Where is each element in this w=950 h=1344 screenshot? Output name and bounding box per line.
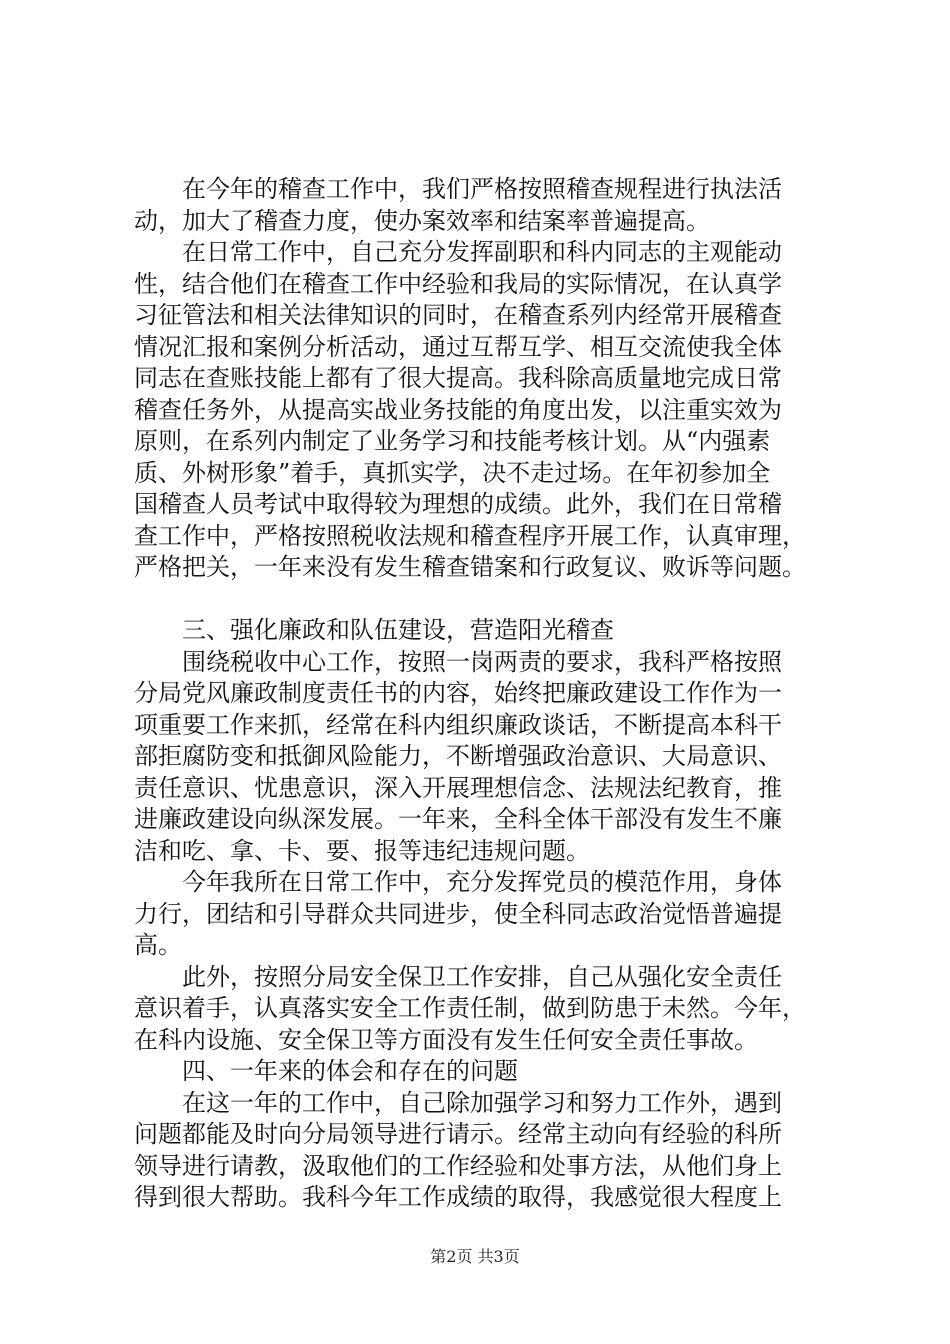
page-footer: 第2页 共3页 <box>430 1247 520 1266</box>
paragraph-line: 项重要工作来抓，经常在科内组织廉政谈话，不断提高本科干 <box>134 710 782 739</box>
paragraph-line: 在今年的稽查工作中，我们严格按照稽查规程进行执法活 <box>182 175 782 203</box>
paragraph-line: 性，结合他们在稽查工作中经验和我局的实际情况，在认真学 <box>134 269 782 298</box>
paragraph-line: 质、外树形象”着手，真抓实学，决不走过场。在年初参加全 <box>134 458 771 487</box>
paragraph-line: 原则，在系列内制定了业务学习和技能考核计划。从“内强素 <box>134 427 771 455</box>
document-body <box>134 174 834 1214</box>
paragraph-line: 在科内设施、安全保卫等方面没有发生任何安全责任事故。 <box>134 1025 758 1054</box>
paragraph-line: 在这一年的工作中，自己除加强学习和努力工作外，遇到 <box>182 1088 782 1117</box>
paragraph-line: 责任意识、忧患意识，深入开展理想信念、法规法纪教育，推 <box>134 773 782 802</box>
paragraph-line: 查工作中，严格按照税收法规和稽查程序开展工作，认真审理， <box>134 521 806 550</box>
paragraph-line: 稽查任务外，从提高实战业务技能的角度出发，以注重实效为 <box>134 395 782 424</box>
paragraph-line: 问题都能及时向分局领导进行请示。经常主动向有经验的科所 <box>134 1120 782 1148</box>
paragraph-line: 力行，团结和引导群众共同进步，使全科同志政治觉悟普遍提 <box>134 899 782 928</box>
paragraph-gap <box>134 584 834 616</box>
paragraph-line: 得到很大帮助。我科今年工作成绩的取得，我感觉很大程度上 <box>134 1183 782 1211</box>
section-heading: 四、一年来的体会和存在的问题 <box>182 1057 518 1085</box>
paragraph-line: 今年我所在日常工作中，充分发挥党员的模范作用，身体 <box>182 868 782 896</box>
paragraph-line: 进廉政建设向纵深发展。一年来，全科全体干部没有发生不廉 <box>134 805 782 833</box>
paragraph-line: 围绕税收中心工作，按照一岗两责的要求，我科严格按照 <box>182 647 782 676</box>
paragraph-line: 情况汇报和案例分析活动，通过互帮互学、相互交流使我全体 <box>134 332 782 361</box>
paragraph-line: 分局党风廉政制度责任书的内容，始终把廉政建设工作作为一 <box>134 679 782 707</box>
paragraph-line: 国稽查人员考试中取得较为理想的成绩。此外，我们在日常稽 <box>134 490 782 518</box>
paragraph-line: 高。 <box>134 931 182 959</box>
paragraph-line: 洁和吃、拿、卡、要、报等违纪违规问题。 <box>134 836 590 865</box>
paragraph-line: 领导进行请教，汲取他们的工作经验和处事方法，从他们身上 <box>134 1151 782 1180</box>
paragraph-line: 动，加大了稽查力度，使办案效率和结案率普遍提高。 <box>134 206 710 235</box>
paragraph-line: 严格把关，一年来没有发生稽查错案和行政复议、败诉等问题。 <box>134 553 806 581</box>
paragraph-line: 此外，按照分局安全保卫工作安排，自己从强化安全责任 <box>182 962 782 991</box>
paragraph-line: 习征管法和相关法律知识的同时，在稽查系列内经常开展稽查 <box>134 301 782 329</box>
paragraph-line: 意识着手，认真落实安全工作责任制，做到防患于未然。今年， <box>134 994 806 1022</box>
paragraph-line: 在日常工作中，自己充分发挥副职和科内同志的主观能动 <box>182 238 782 266</box>
paragraph-line: 同志在查账技能上都有了很大提高。我科除高质量地完成日常 <box>134 364 782 392</box>
section-heading: 三、强化廉政和队伍建设，营造阳光稽查 <box>182 616 614 644</box>
paragraph-line: 部拒腐防变和抵御风险能力，不断增强政治意识、大局意识、 <box>134 742 782 770</box>
